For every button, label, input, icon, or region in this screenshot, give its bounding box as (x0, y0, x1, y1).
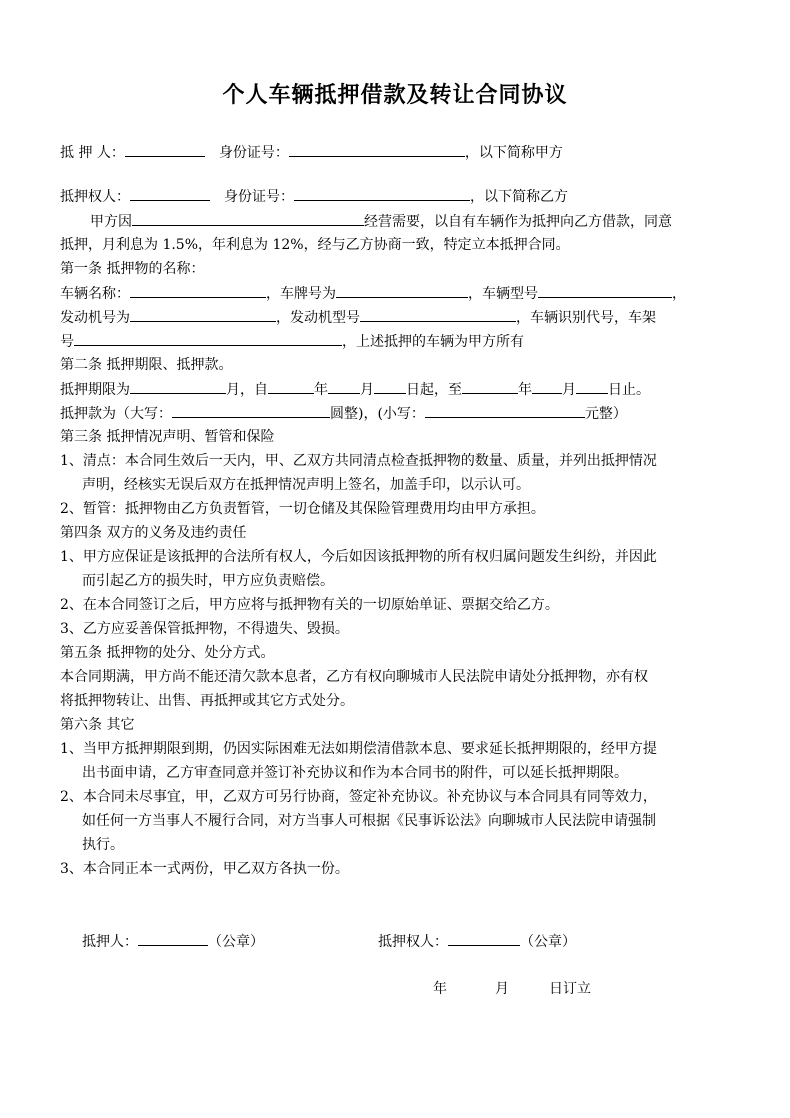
article-5-text-line-2: 将抵押物转让、出售、再抵押或其它方式处分。 (60, 693, 354, 709)
intro-text-a: 甲方因 (90, 214, 132, 230)
month-label: 月 (562, 382, 576, 398)
term-months-blank[interactable] (130, 379, 226, 394)
sign-date (433, 979, 591, 999)
engine-line (60, 307, 656, 328)
vin-label: ，车辆识别代号，车架 (516, 310, 656, 326)
mortgagee-name-blank[interactable] (130, 186, 210, 201)
vehicle-name-blank[interactable] (130, 283, 266, 298)
article-5-heading: 第五条 抵押物的处分、处分方式。 (60, 645, 275, 661)
article-2-heading: 第二条 抵押期限、抵押款。 (60, 357, 233, 373)
article-3-item-2: 2、暂管：抵押物由乙方负责暂管，一切仓储及其保险管理费用均由甲方承担。 (60, 501, 545, 517)
mortgagor-name-blank[interactable] (125, 142, 205, 157)
amount-upper-blank[interactable] (172, 403, 330, 418)
amount-tail: 元整） (584, 406, 627, 422)
frame-line (60, 331, 524, 352)
amount-upper-label: 抵押款为（大写： (60, 406, 172, 422)
article-3-item-1-line-2: 声明，经核实无误后双方在抵押情况声明上签名，加盖手印，以示认可。 (82, 477, 530, 493)
mortgagor-label: 抵 押 人： (60, 145, 125, 161)
article-6-item-2-line-3: 执行。 (82, 837, 124, 853)
end-year-blank[interactable] (462, 379, 518, 394)
engine-no-label: 发动机号为 (60, 310, 130, 326)
mortgagee-sign-blank[interactable] (448, 931, 520, 946)
amount-line (60, 403, 627, 424)
day-from: 日起，至 (406, 382, 462, 398)
engine-no-blank[interactable] (130, 307, 276, 322)
start-month-blank[interactable] (328, 379, 360, 394)
plate-label: ，车牌号为 (266, 286, 336, 302)
article-4-item-1-line-2: 而引起乙方的损失时，甲方应负责赔偿。 (82, 573, 334, 589)
article-6-item-2-line-1: 2、本合同未尽事宜，甲，乙双方可另行协商，签定补充协议。补充协议与本合同具有同等效力， (60, 789, 657, 805)
intro-line-2: 抵押，月利息为 1.5%，年利息为 12%，经与乙方协商一致，特定立本抵押合同。 (60, 237, 570, 253)
year-label: 年 (518, 382, 532, 398)
article-4-heading: 第四条 双方的义务及违约责任 (60, 525, 247, 541)
frame-no-blank[interactable] (74, 331, 342, 346)
mortgagee-label: 抵押权人： (60, 189, 130, 205)
article-4-item-2: 2、在本合同签订之后，甲方应将与抵押物有关的一切原始单证、票据交给乙方。 (60, 597, 559, 613)
article-6-item-1-line-1: 1、当甲方抵押期限到期，仍因实际困难无法如期偿清借款本息、要求延长抵押期限的，经甲方提 (60, 741, 657, 757)
engine-model-blank[interactable] (360, 307, 516, 322)
amount-lower-blank[interactable] (425, 403, 585, 418)
article-3-heading: 第三条 抵押情况声明、暂管和保险 (60, 429, 275, 445)
model-label: ，车辆型号 (468, 286, 538, 302)
engine-model-label: ，发动机型号 (276, 310, 360, 326)
term-label: 抵押期限为 (60, 382, 130, 398)
vehicle-line (60, 283, 686, 304)
article-4-item-1-line-1: 1、甲方应保证是该抵押的合法所有权人，今后如因该抵押物的所有权归属问题发生纠纷，并因此 (60, 549, 657, 565)
start-year-blank[interactable] (268, 379, 314, 394)
frame-tail: ，上述抵押的车辆为甲方所有 (342, 334, 524, 350)
mortgagor-id-blank[interactable] (289, 142, 465, 157)
mortgagor-suffix: ，以下简称甲方 (464, 145, 563, 161)
mortgagee-signature (378, 931, 576, 952)
vehicle-name-label: 车辆名称： (60, 286, 130, 302)
mortgagee-seal: （公章） (520, 934, 576, 950)
mortgagee-sign-label: 抵押权人： (378, 934, 448, 950)
intro-line-1 (90, 211, 672, 232)
end-month-blank[interactable] (532, 379, 562, 394)
month-from: 月，自 (226, 382, 268, 398)
day-end: 日止。 (608, 382, 650, 398)
article-6-item-1-line-2: 出书面申请，乙方审查同意并签订补充协议和作为本合同书的附件，可以延长抵押期限。 (82, 765, 628, 781)
start-day-blank[interactable] (374, 379, 406, 394)
year-label: 年 (314, 382, 328, 398)
mortgagor-signature (82, 931, 264, 952)
sign-month: 月 (495, 981, 509, 997)
end-day-blank[interactable] (576, 379, 608, 394)
id-label: 身份证号： (224, 189, 294, 205)
article-4-item-3: 3、乙方应妥善保管抵押物，不得遗失、毁损。 (60, 621, 349, 637)
plate-blank[interactable] (336, 283, 468, 298)
mortgagee-line (60, 186, 568, 207)
frame-hao: 号 (60, 334, 74, 350)
term-line (60, 379, 650, 400)
amount-lower-label: 圆整)，(小写： (330, 406, 425, 422)
id-label: 身份证号： (218, 145, 289, 161)
article-3-item-1-line-1: 1、清点：本合同生效后一天内，甲、乙双方共同清点检查抵押物的数量、质量，并列出抵押情况 (60, 453, 657, 469)
mortgagor-seal: （公章） (208, 934, 264, 950)
mortgagor-line (60, 142, 563, 163)
sign-year: 年 (433, 981, 447, 997)
article-6-heading: 第六条 其它 (60, 717, 135, 733)
mortgagor-sign-label: 抵押人： (82, 934, 138, 950)
sign-day: 日订立 (549, 981, 591, 997)
model-blank[interactable] (538, 283, 672, 298)
article-1-heading: 第一条 抵押物的名称： (60, 261, 205, 277)
business-blank[interactable] (132, 211, 364, 226)
mortgagee-suffix: ，以下简称乙方 (470, 189, 568, 205)
article-5-text-line-1: 本合同期满，甲方尚不能还清欠款本息者，乙方有权向聊城市人民法院申请处分抵押物，亦有权 (60, 669, 648, 685)
intro-text-b: 经营需要，以自有车辆作为抵押向乙方借款，同意 (364, 214, 672, 230)
comma: ， (672, 286, 686, 302)
mortgagor-sign-blank[interactable] (138, 931, 208, 946)
article-6-item-2-line-2: 如任何一方当事人不履行合同，对方当事人可根据《民事诉讼法》向聊城市人民法院申请强制 (82, 813, 656, 829)
mortgagee-id-blank[interactable] (294, 186, 470, 201)
page-title: 个人车辆抵押借款及转让合同协议 (222, 82, 568, 108)
article-6-item-3: 3、本合同正本一式两份，甲乙双方各执一份。 (60, 861, 349, 877)
month-label: 月 (360, 382, 374, 398)
